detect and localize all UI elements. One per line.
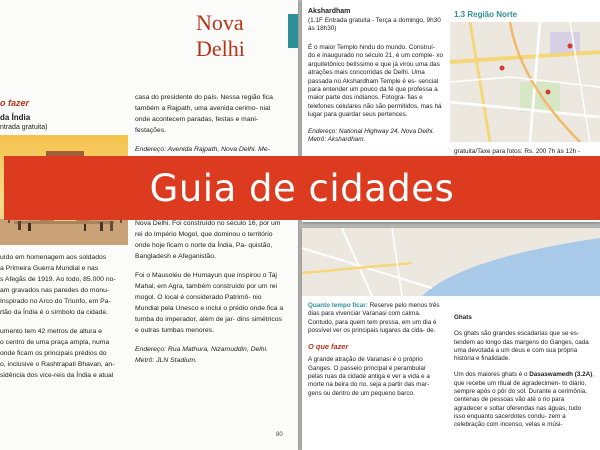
paragraph: casa do presidente do país. Nessa região fica também a Rajpath, uma avenida cerimo- nial onde acontecem paradas, festas e mani- festações.	[135, 94, 273, 134]
attraction-heading: da Índia	[0, 113, 31, 122]
text-run: , que recebe um ritual de agradecimen- to diário, sempre após o pôr do sol. Durante a cerimônia, centenas de pessoas vão até o rio para agradecer e soltar oferendas nas águas, tudo isso enquanto sacerdotes condu- zem a celebração com incenso, velas e músi-	[454, 371, 594, 429]
attraction-meta: ntrada gratuita)	[0, 124, 48, 131]
attraction-heading: Akshardham	[308, 8, 351, 15]
ghats-heading: Ghats	[454, 314, 472, 321]
text-line: o, inclusive o Rashtrapati Bhavan, an-	[0, 361, 115, 368]
section-heading: O que fazer	[308, 342, 349, 352]
paragraph	[454, 371, 594, 429]
text-line: a Primeira Guerra Mundial e nas	[0, 265, 99, 272]
city-map	[450, 22, 600, 142]
attraction-meta: (1.1F Entrada gratuita - Terça a domingo, 9h30 às 18h30)	[308, 17, 441, 32]
paragraph: Nova Delhi. Foi construído no século 16, por um rei do Império Mogol, que dominou o território onde hoje ficam o norte da Índia, Pa- quistão, Bangladesh e Afeganistão.	[135, 220, 281, 260]
region-title: 1.3 Região Norte	[454, 10, 518, 19]
left-column-text	[0, 252, 128, 381]
paragraph: A grande atração de Varanasi é o próprio Ganges. O passeio principal é perambular pelas ruas da cidade antiga e ver a vida e a morte na beira do rio, seja a partir das mar- gens ou dentro de um pequeno barco.	[308, 356, 430, 397]
spacer	[0, 318, 128, 326]
time-text: Reserve pelo menos três dias para vivenciar Varanasi com calma. Contudo, para quem tem pressa, em um dia é possível ver os principais lugares da cida- de.	[308, 302, 440, 334]
text-line: umento tem 42 metros de altura e	[0, 328, 103, 335]
left-page	[0, 0, 298, 450]
text-line: o centro de uma praça ampla, numa	[0, 339, 110, 346]
title-banner	[4, 156, 600, 220]
text-line: uído em homenagem aos soldados	[0, 254, 107, 261]
page-title: Nova Delhi	[196, 10, 245, 61]
address: Endereço: Rua Mathura, Nizamuddin, Delhi. Metrô: JLN Stadium.	[135, 346, 268, 364]
banner-title: Guia de cidades	[149, 166, 455, 210]
text-line: onde ficam os principais prédios do	[0, 350, 107, 357]
paragraph: Os ghats são grandes escadarias que se es- tendem ao longo das margens do Ganges, cada uma devotada a um deus e com sua própria história e finalidade.	[454, 330, 589, 363]
body-text	[308, 44, 443, 152]
text-line: am gravados nas paredes do monu-	[0, 287, 110, 294]
body-text: gratuita/Taxe para fotos: Rs. 200 7h às 12h -	[454, 148, 581, 155]
right-column-text	[135, 92, 285, 374]
text-line: Inspirado no Arco do Triunfo, em Pa-	[0, 298, 111, 305]
paragraph	[308, 302, 442, 335]
text-run: Um dos maiores ghats é o	[454, 371, 528, 379]
address: Endereço: National Highway 24, Nova Delhi. Metrô: Akshardham.	[308, 127, 435, 144]
river-map	[302, 228, 600, 296]
text-line: sidência dos vice-reis da Índia e atual	[0, 372, 114, 379]
left-column-text	[308, 302, 442, 406]
right-column-text	[454, 314, 594, 438]
paragraph: É o maior Templo hindu do mundo. Construí- do e inaugurado no século 21, é um comple- xo arquitetônico belíssimo e que já virou uma das atrações mais concorridas de Delhi. Uma passada no Akshardham Temple é es- sencial para entender um pouco da fé que professa a maior parte dos indianos. Fotogra- fias e telefones celulares não são permitidos, mas há lugar para guardar seus pertences.	[308, 44, 443, 119]
address: Endereço: Avenida Rajpath, Nova Delhi. Me-	[135, 146, 270, 153]
section-heading: o fazer	[0, 98, 30, 108]
bottom-right-page	[302, 228, 600, 450]
bold-term: Dasaswamedh (3.2A)	[529, 371, 593, 379]
text-line: rtão da Índia é o símbolo da cidade.	[0, 309, 109, 316]
text-line: s Afegãs de 1919. Ao todo, 85.000 no-	[0, 276, 116, 283]
page-number: 80	[276, 432, 283, 438]
time-label: Quanto tempo ficar:	[308, 302, 368, 309]
paragraph: Foi o Mausoléu de Humayun que inspirou o Taj Mahal, em Agra, também construído por um rei mogol. O local é considerado Patrimô- nio Mundial pela Unesco e inclui o prédio onde fica a tumba do imperador, além de jar- dins simétricos e outras tumbas menores.	[135, 272, 284, 334]
